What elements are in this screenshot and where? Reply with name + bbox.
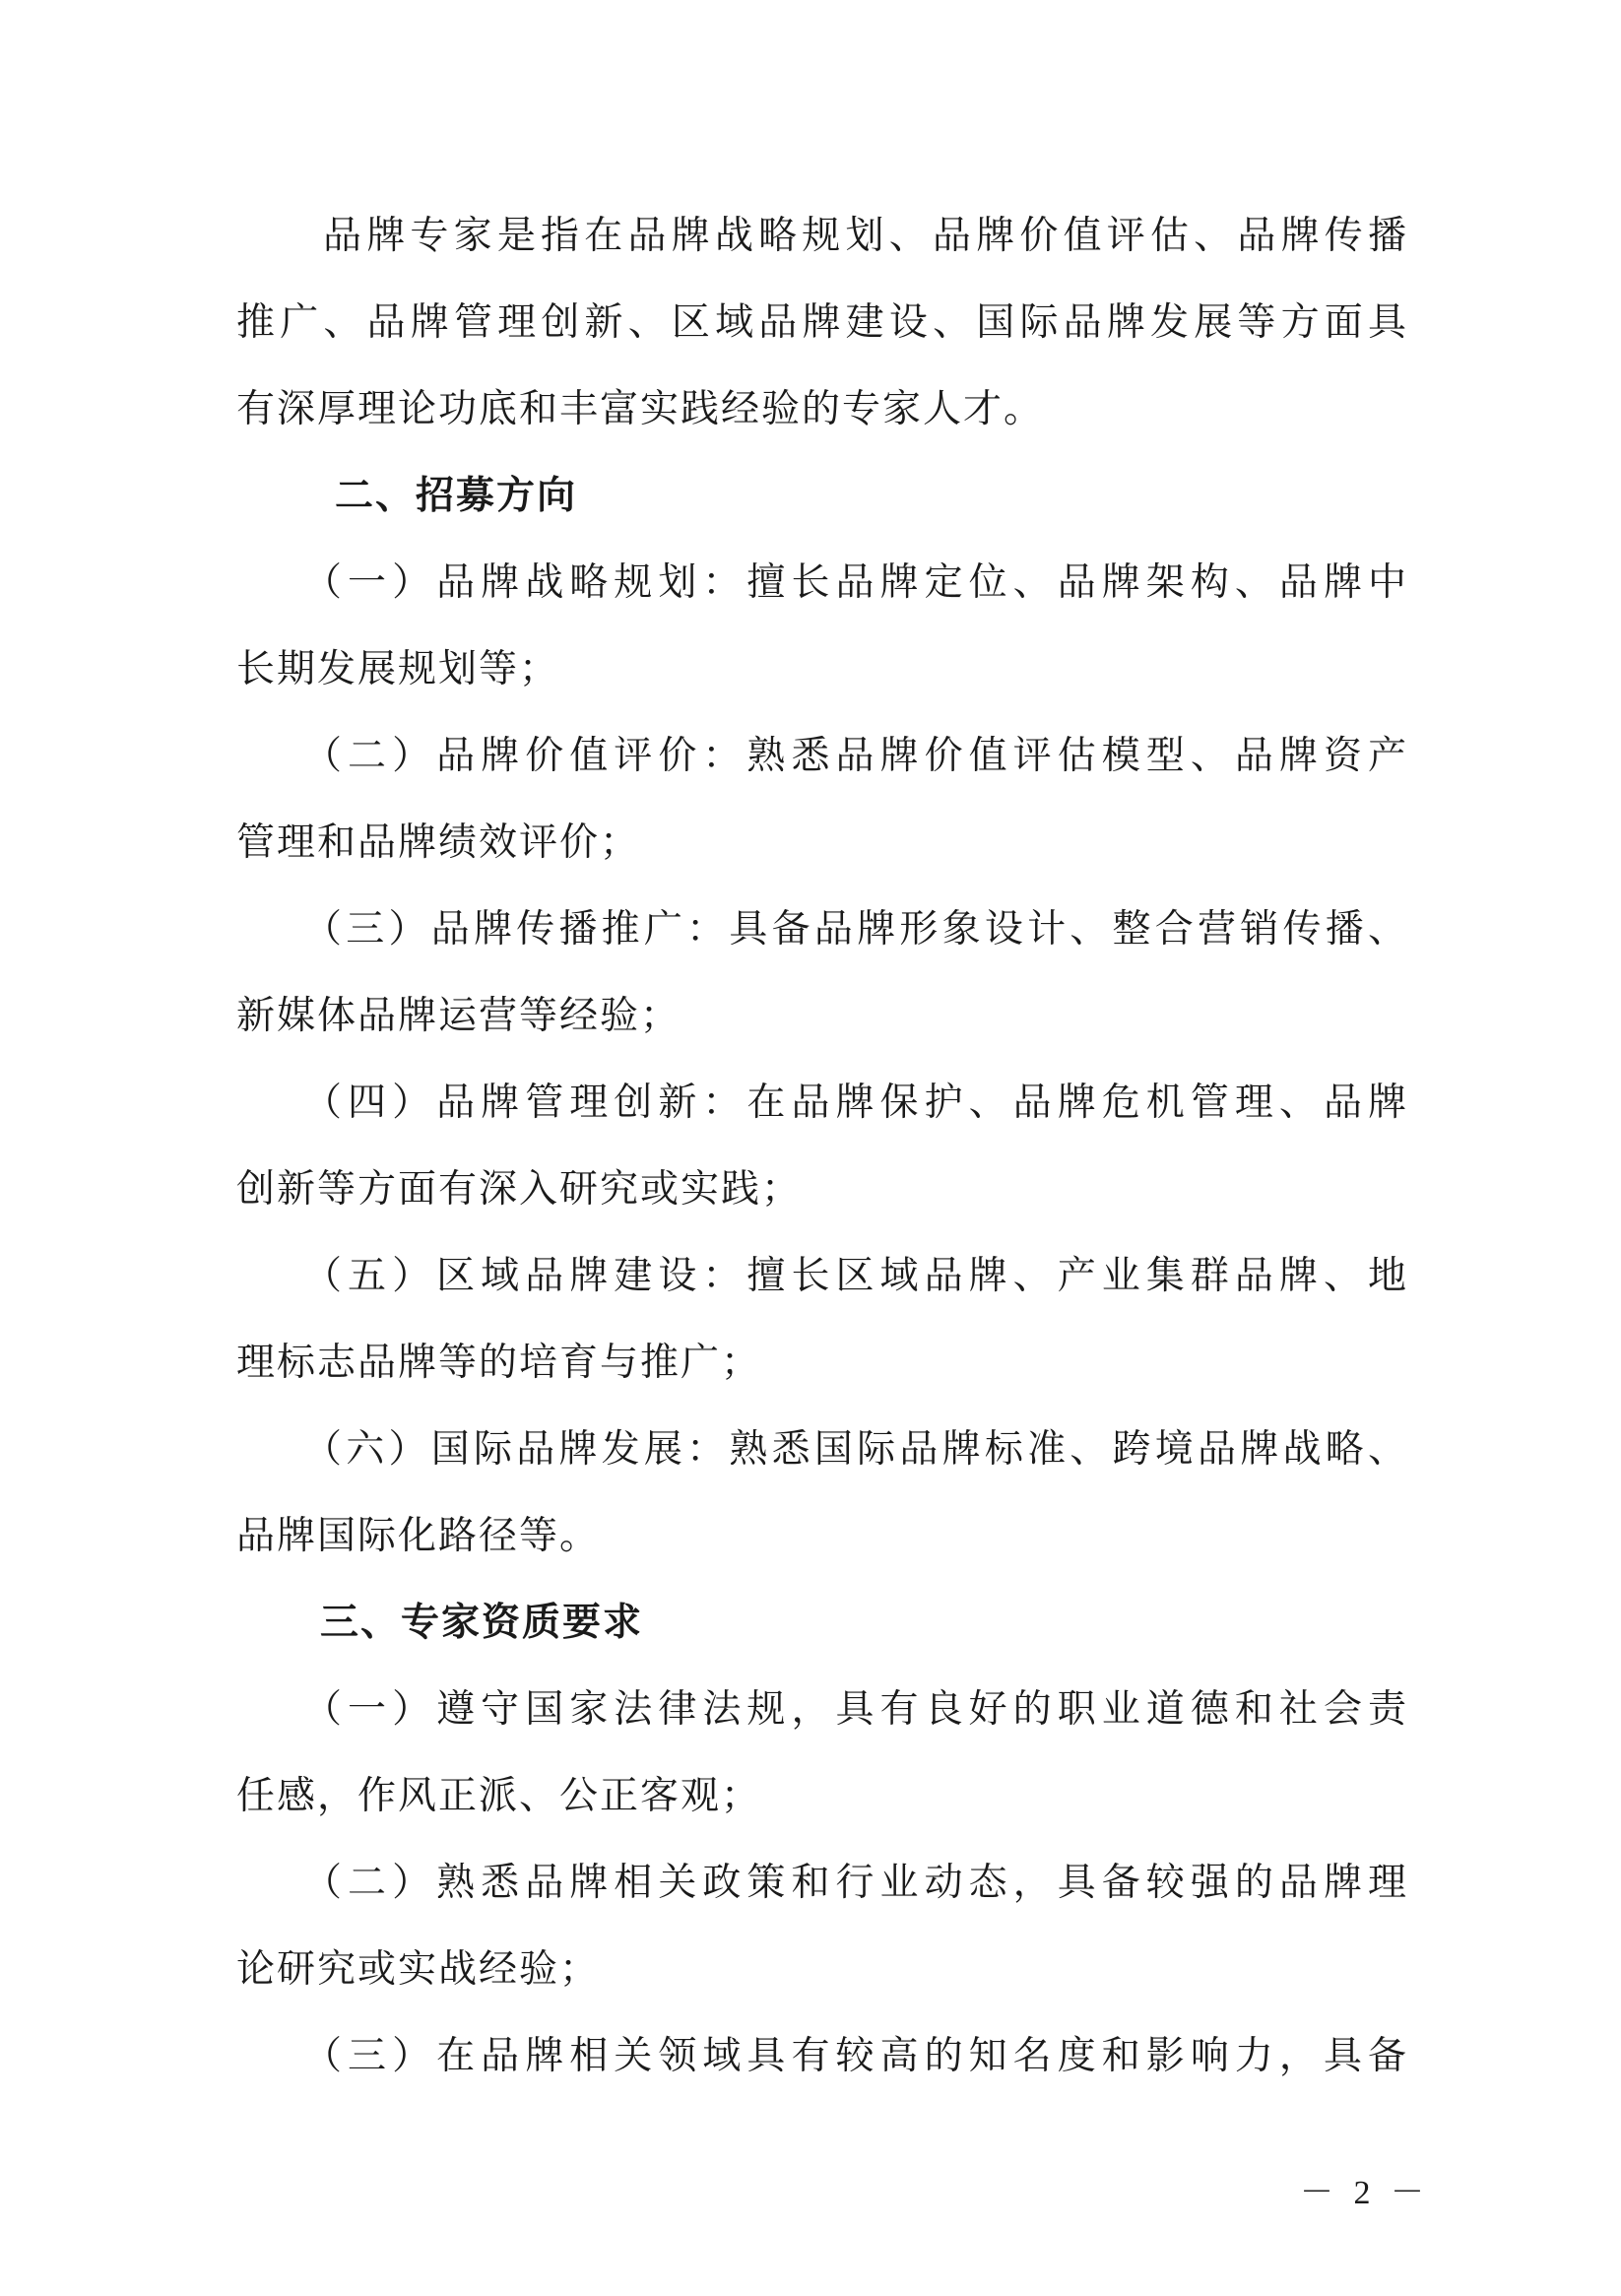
direction-item-4-line-1: （四）品牌管理创新：在品牌保护、品牌危机管理、品牌 xyxy=(303,1081,1408,1125)
direction-item-1-line-2: 长期发展规划等； xyxy=(236,647,560,691)
direction-item-1-line-1: （一）品牌战略规划：擅长品牌定位、品牌架构、品牌中 xyxy=(303,560,1408,605)
intro-paragraph-line-2: 推广、品牌管理创新、区域品牌建设、国际品牌发展等方面具 xyxy=(236,300,1408,345)
direction-item-6-line-2: 品牌国际化路径等。 xyxy=(236,1514,601,1558)
intro-paragraph-line-1: 品牌专家是指在品牌战略规划、品牌价值评估、品牌传播 xyxy=(323,214,1408,258)
section-heading-recruitment-direction: 二、招募方向 xyxy=(335,474,578,518)
direction-item-3-line-1: （三）品牌传播推广：具备品牌形象设计、整合营销传播、 xyxy=(303,907,1408,951)
qualification-item-2-line-1: （二）熟悉品牌相关政策和行业动态，具备较强的品牌理 xyxy=(303,1861,1408,1905)
qualification-item-3-line-1: （三）在品牌相关领域具有较高的知名度和影响力，具备 xyxy=(303,2034,1408,2078)
direction-item-2-line-1: （二）品牌价值评价：熟悉品牌价值评估模型、品牌资产 xyxy=(303,734,1408,778)
qualification-item-1-line-1: （一）遵守国家法律法规，具有良好的职业道德和社会责 xyxy=(303,1687,1408,1732)
direction-item-5-line-2: 理标志品牌等的培育与推广； xyxy=(236,1341,762,1385)
intro-paragraph-line-3: 有深厚理论功底和丰富实践经验的专家人才。 xyxy=(236,387,1045,431)
direction-item-6-line-1: （六）国际品牌发展：熟悉国际品牌标准、跨境品牌战略、 xyxy=(303,1427,1408,1472)
qualification-item-2-line-2: 论研究或实战经验； xyxy=(236,1947,601,1992)
direction-item-2-line-2: 管理和品牌绩效评价； xyxy=(236,820,641,865)
section-heading-qualifications: 三、专家资质要求 xyxy=(320,1601,644,1645)
direction-item-5-line-1: （五）区域品牌建设：擅长区域品牌、产业集群品牌、地 xyxy=(303,1254,1408,1298)
document-page xyxy=(236,0,1408,2296)
direction-item-3-line-2: 新媒体品牌运营等经验； xyxy=(236,994,681,1038)
qualification-item-1-line-2: 任感，作风正派、公正客观； xyxy=(236,1774,762,1818)
direction-item-4-line-2: 创新等方面有深入研究或实践； xyxy=(236,1167,803,1212)
page-number: － 2 － xyxy=(1300,2175,1430,2211)
